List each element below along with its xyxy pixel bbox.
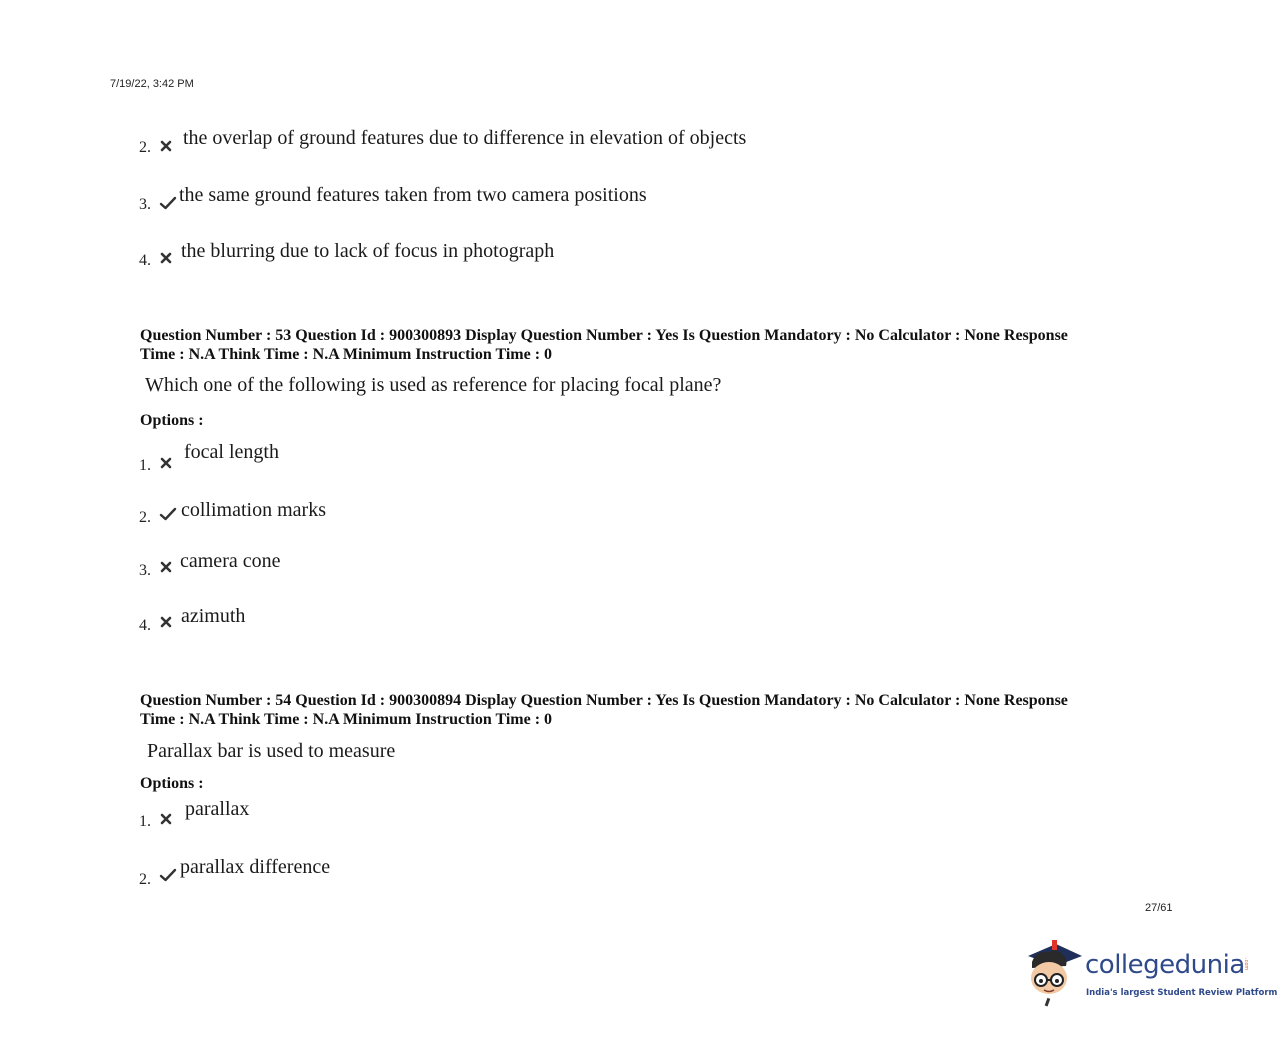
logo-tagline: India's largest Student Review Platform xyxy=(1086,988,1278,998)
option-number: 2. xyxy=(139,871,151,888)
question-meta-line: Time : N.A Think Time : N.A Minimum Instruction Time : 0 xyxy=(140,711,553,728)
check-icon xyxy=(159,868,177,882)
option-text: focal length xyxy=(184,441,279,463)
option-text: azimuth xyxy=(181,605,246,627)
option-text: the blurring due to lack of focus in photograph xyxy=(181,240,555,262)
option-number: 3. xyxy=(139,562,151,579)
logo-suffix: .com xyxy=(1243,958,1249,971)
cross-icon xyxy=(159,812,173,826)
page-number: 27/61 xyxy=(1145,902,1173,914)
option-number: 1. xyxy=(139,813,151,830)
cross-icon xyxy=(159,560,173,574)
option-number: 1. xyxy=(139,457,151,474)
question-text: Parallax bar is used to measure xyxy=(147,740,396,762)
question-meta-line: Question Number : 53 Question Id : 900300893 Display Question Number : Yes Is Question Mandatory : No Calculator : None Response xyxy=(140,327,1068,344)
mascot-icon xyxy=(1022,938,1086,1008)
option-text: collimation marks xyxy=(181,499,326,521)
option-text: the same ground features taken from two camera positions xyxy=(179,184,647,206)
question-meta xyxy=(140,691,1160,729)
option-number: 4. xyxy=(139,252,151,269)
cross-icon xyxy=(159,139,173,153)
timestamp: 7/19/22, 3:42 PM xyxy=(110,78,194,90)
cross-icon xyxy=(159,456,173,470)
option-number: 4. xyxy=(139,617,151,634)
option-text: camera cone xyxy=(180,550,281,572)
options-label: Options : xyxy=(140,775,204,792)
option-number: 2. xyxy=(139,139,151,156)
logo-wordmark: collegedunia xyxy=(1085,950,1245,980)
option-text: parallax xyxy=(185,798,250,820)
check-icon xyxy=(159,507,177,521)
question-meta xyxy=(140,326,1160,364)
collegedunia-logo[interactable] xyxy=(1022,938,1278,1008)
question-text: Which one of the following is used as reference for placing focal plane? xyxy=(145,374,722,396)
option-number: 3. xyxy=(139,196,151,213)
option-text: the overlap of ground features due to difference in elevation of objects xyxy=(183,127,747,149)
question-meta-line: Time : N.A Think Time : N.A Minimum Instruction Time : 0 xyxy=(140,346,553,363)
check-icon xyxy=(159,196,177,210)
cross-icon xyxy=(159,251,173,265)
cross-icon xyxy=(159,615,173,629)
question-meta-line: Question Number : 54 Question Id : 900300894 Display Question Number : Yes Is Question Mandatory : No Calculator : None Response xyxy=(140,692,1068,709)
option-text: parallax difference xyxy=(180,856,331,878)
option-number: 2. xyxy=(139,509,151,526)
options-label: Options : xyxy=(140,412,204,429)
